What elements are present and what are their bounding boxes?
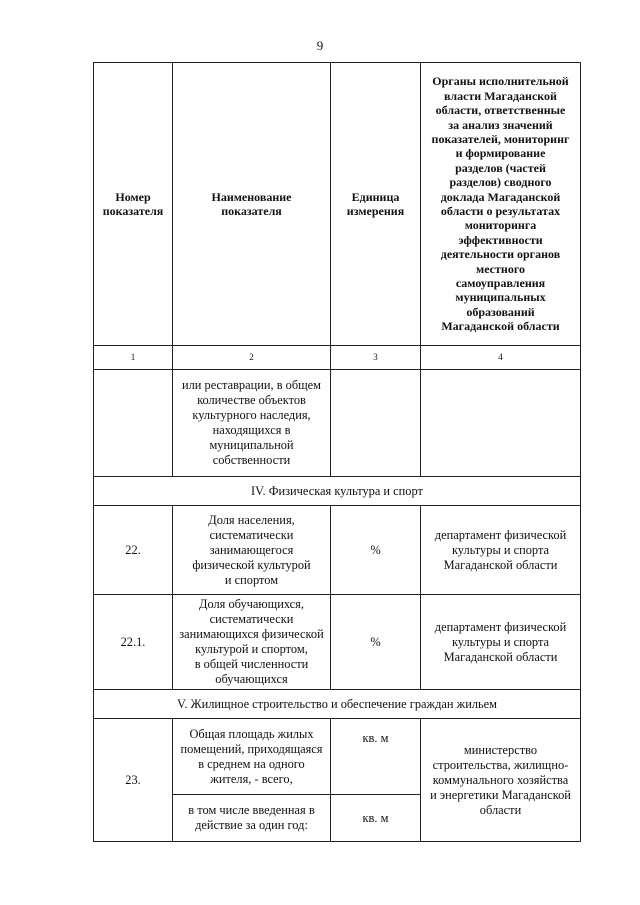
column-number-3: 3 — [331, 346, 421, 370]
cell-unit: кв. м — [331, 719, 421, 795]
column-number-row — [94, 346, 581, 370]
cell-number: 23. — [94, 719, 173, 842]
section-row-4 — [94, 477, 581, 506]
cell-name: Доля населения, систематически занимающегося физической культурой и спортом — [173, 506, 331, 595]
section-row-5 — [94, 690, 581, 719]
table-row-continuation — [94, 370, 581, 477]
cell-unit: % — [331, 506, 421, 595]
section-title: IV. Физическая культура и спорт — [94, 477, 581, 506]
header-responsible-body: Органы исполнительной власти Магаданской области, ответственные за анализ значений показателей, мониторинг и формирование разделов (частей разделов) сводного доклада Магаданской области о результатах мониторинга эффективности деятельности органов местного самоуправления муниципальных образований Магаданской области — [421, 63, 581, 346]
table-row-22 — [94, 506, 581, 595]
table-row-23 — [94, 719, 581, 795]
header-number: Номер показателя — [94, 63, 173, 346]
cell-name: или реставрации, в общем количестве объектов культурного наследия, находящихся в муниципальной собственности — [173, 370, 331, 477]
cell-number: 22. — [94, 506, 173, 595]
column-number-4: 4 — [421, 346, 581, 370]
column-number-2: 2 — [173, 346, 331, 370]
header-row — [94, 63, 581, 346]
cell-responsible-body: департамент физической культуры и спорта Магаданской области — [421, 506, 581, 595]
table-row-22-1 — [94, 595, 581, 690]
cell-empty — [94, 370, 173, 477]
cell-responsible-body: департамент физической культуры и спорта Магаданской области — [421, 595, 581, 690]
header-unit: Единица измерения — [331, 63, 421, 346]
indicators-table — [93, 62, 581, 842]
cell-unit: % — [331, 595, 421, 690]
cell-name: в том числе введенная в действие за один год: — [173, 795, 331, 842]
cell-responsible-body: министерство строительства, жилищно- коммунального хозяйства и энергетики Магаданской области — [421, 719, 581, 842]
cell-empty — [421, 370, 581, 477]
cell-empty — [331, 370, 421, 477]
column-number-1: 1 — [94, 346, 173, 370]
cell-name: Доля обучающихся, систематически занимающихся физической культурой и спортом, в общей численности обучающихся — [173, 595, 331, 690]
cell-unit: кв. м — [331, 795, 421, 842]
cell-name: Общая площадь жилых помещений, приходящаяся в среднем на одного жителя, - всего, — [173, 719, 331, 795]
page-number: 9 — [316, 38, 324, 53]
section-title: V. Жилищное строительство и обеспечение граждан жильем — [94, 690, 581, 719]
cell-number: 22.1. — [94, 595, 173, 690]
header-name: Наименование показателя — [173, 63, 331, 346]
